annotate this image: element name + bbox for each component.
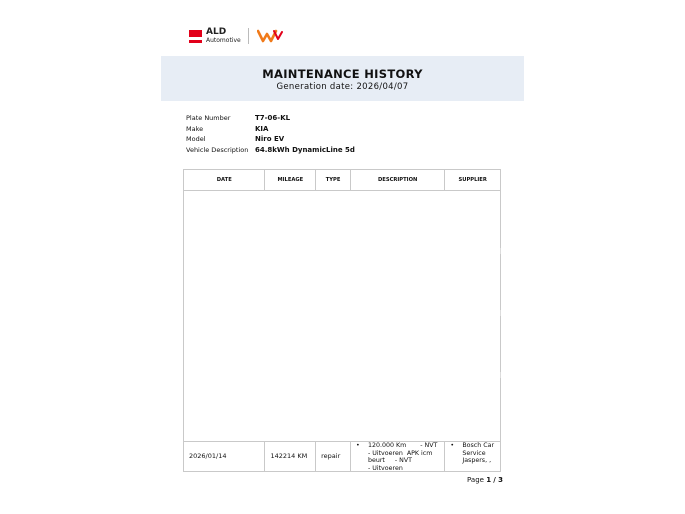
table-header <box>184 170 500 191</box>
column-header-description: DESCRIPTION <box>351 170 445 190</box>
page-indicator <box>467 476 503 484</box>
cell-mileage <box>265 441 316 471</box>
mileage-value: 142214 KM <box>270 452 308 460</box>
supplier-value: Bosch Car Service Jaspers, , <box>462 442 495 464</box>
page-prefix: Page <box>467 476 484 484</box>
table-edge-tick <box>500 310 501 316</box>
leaseplan-logo-icon <box>257 29 283 43</box>
vehicle-info <box>186 113 355 155</box>
type-value: repair <box>321 452 341 460</box>
column-header-supplier: SUPPLIER <box>458 177 487 183</box>
vehicle-info-row <box>186 134 355 145</box>
page-total: 3 <box>498 476 503 484</box>
table-empty-area <box>184 190 500 442</box>
page-current: 1 <box>486 476 492 484</box>
bullet-icon: • <box>450 442 455 449</box>
vehicle-info-row <box>186 113 355 124</box>
cell-supplier <box>445 441 500 471</box>
column-header-type: TYPE <box>316 170 351 190</box>
cell-date <box>184 441 265 471</box>
table-edge-tick <box>500 248 501 254</box>
vehicle-info-row <box>186 145 355 156</box>
company-logo <box>189 26 283 46</box>
cell-type <box>316 441 351 471</box>
column-header-mileage: MILEAGE <box>265 170 316 190</box>
model-label: Model <box>186 135 206 144</box>
column-header-date: DATE <box>184 170 265 190</box>
table-edge-tick <box>500 372 501 378</box>
date-value: 2026/01/14 <box>189 452 227 460</box>
logo-brand: ALD <box>206 27 227 37</box>
model-value: Niro EV <box>255 135 285 144</box>
cell-description <box>351 441 445 471</box>
logo-tagline: Automotive <box>206 37 241 44</box>
make-label: Make <box>186 124 204 133</box>
ald-logo-icon <box>189 30 202 43</box>
title-band <box>161 56 524 101</box>
vehicle-info-row <box>186 124 355 135</box>
page-title: MAINTENANCE HISTORY <box>262 67 423 81</box>
page-separator: / <box>493 476 496 484</box>
table-row <box>184 441 500 471</box>
plate-number-value: T7-06-KL <box>255 114 291 123</box>
plate-number-label: Plate Number <box>186 114 231 123</box>
description-value: 120.000 Km - NVT - Uitvoeren APK icm beurt - NVT - Uitvoeren <box>367 442 438 472</box>
bullet-icon: • <box>355 442 360 449</box>
vehicle-description-value: 64.8kWh DynamicLine 5d <box>255 145 355 154</box>
generation-date: Generation date: 2026/04/07 <box>276 82 409 92</box>
maintenance-table <box>183 169 501 472</box>
logo-divider <box>248 28 249 44</box>
vehicle-description-label: Vehicle Description <box>186 145 249 154</box>
make-value: KIA <box>255 124 269 133</box>
